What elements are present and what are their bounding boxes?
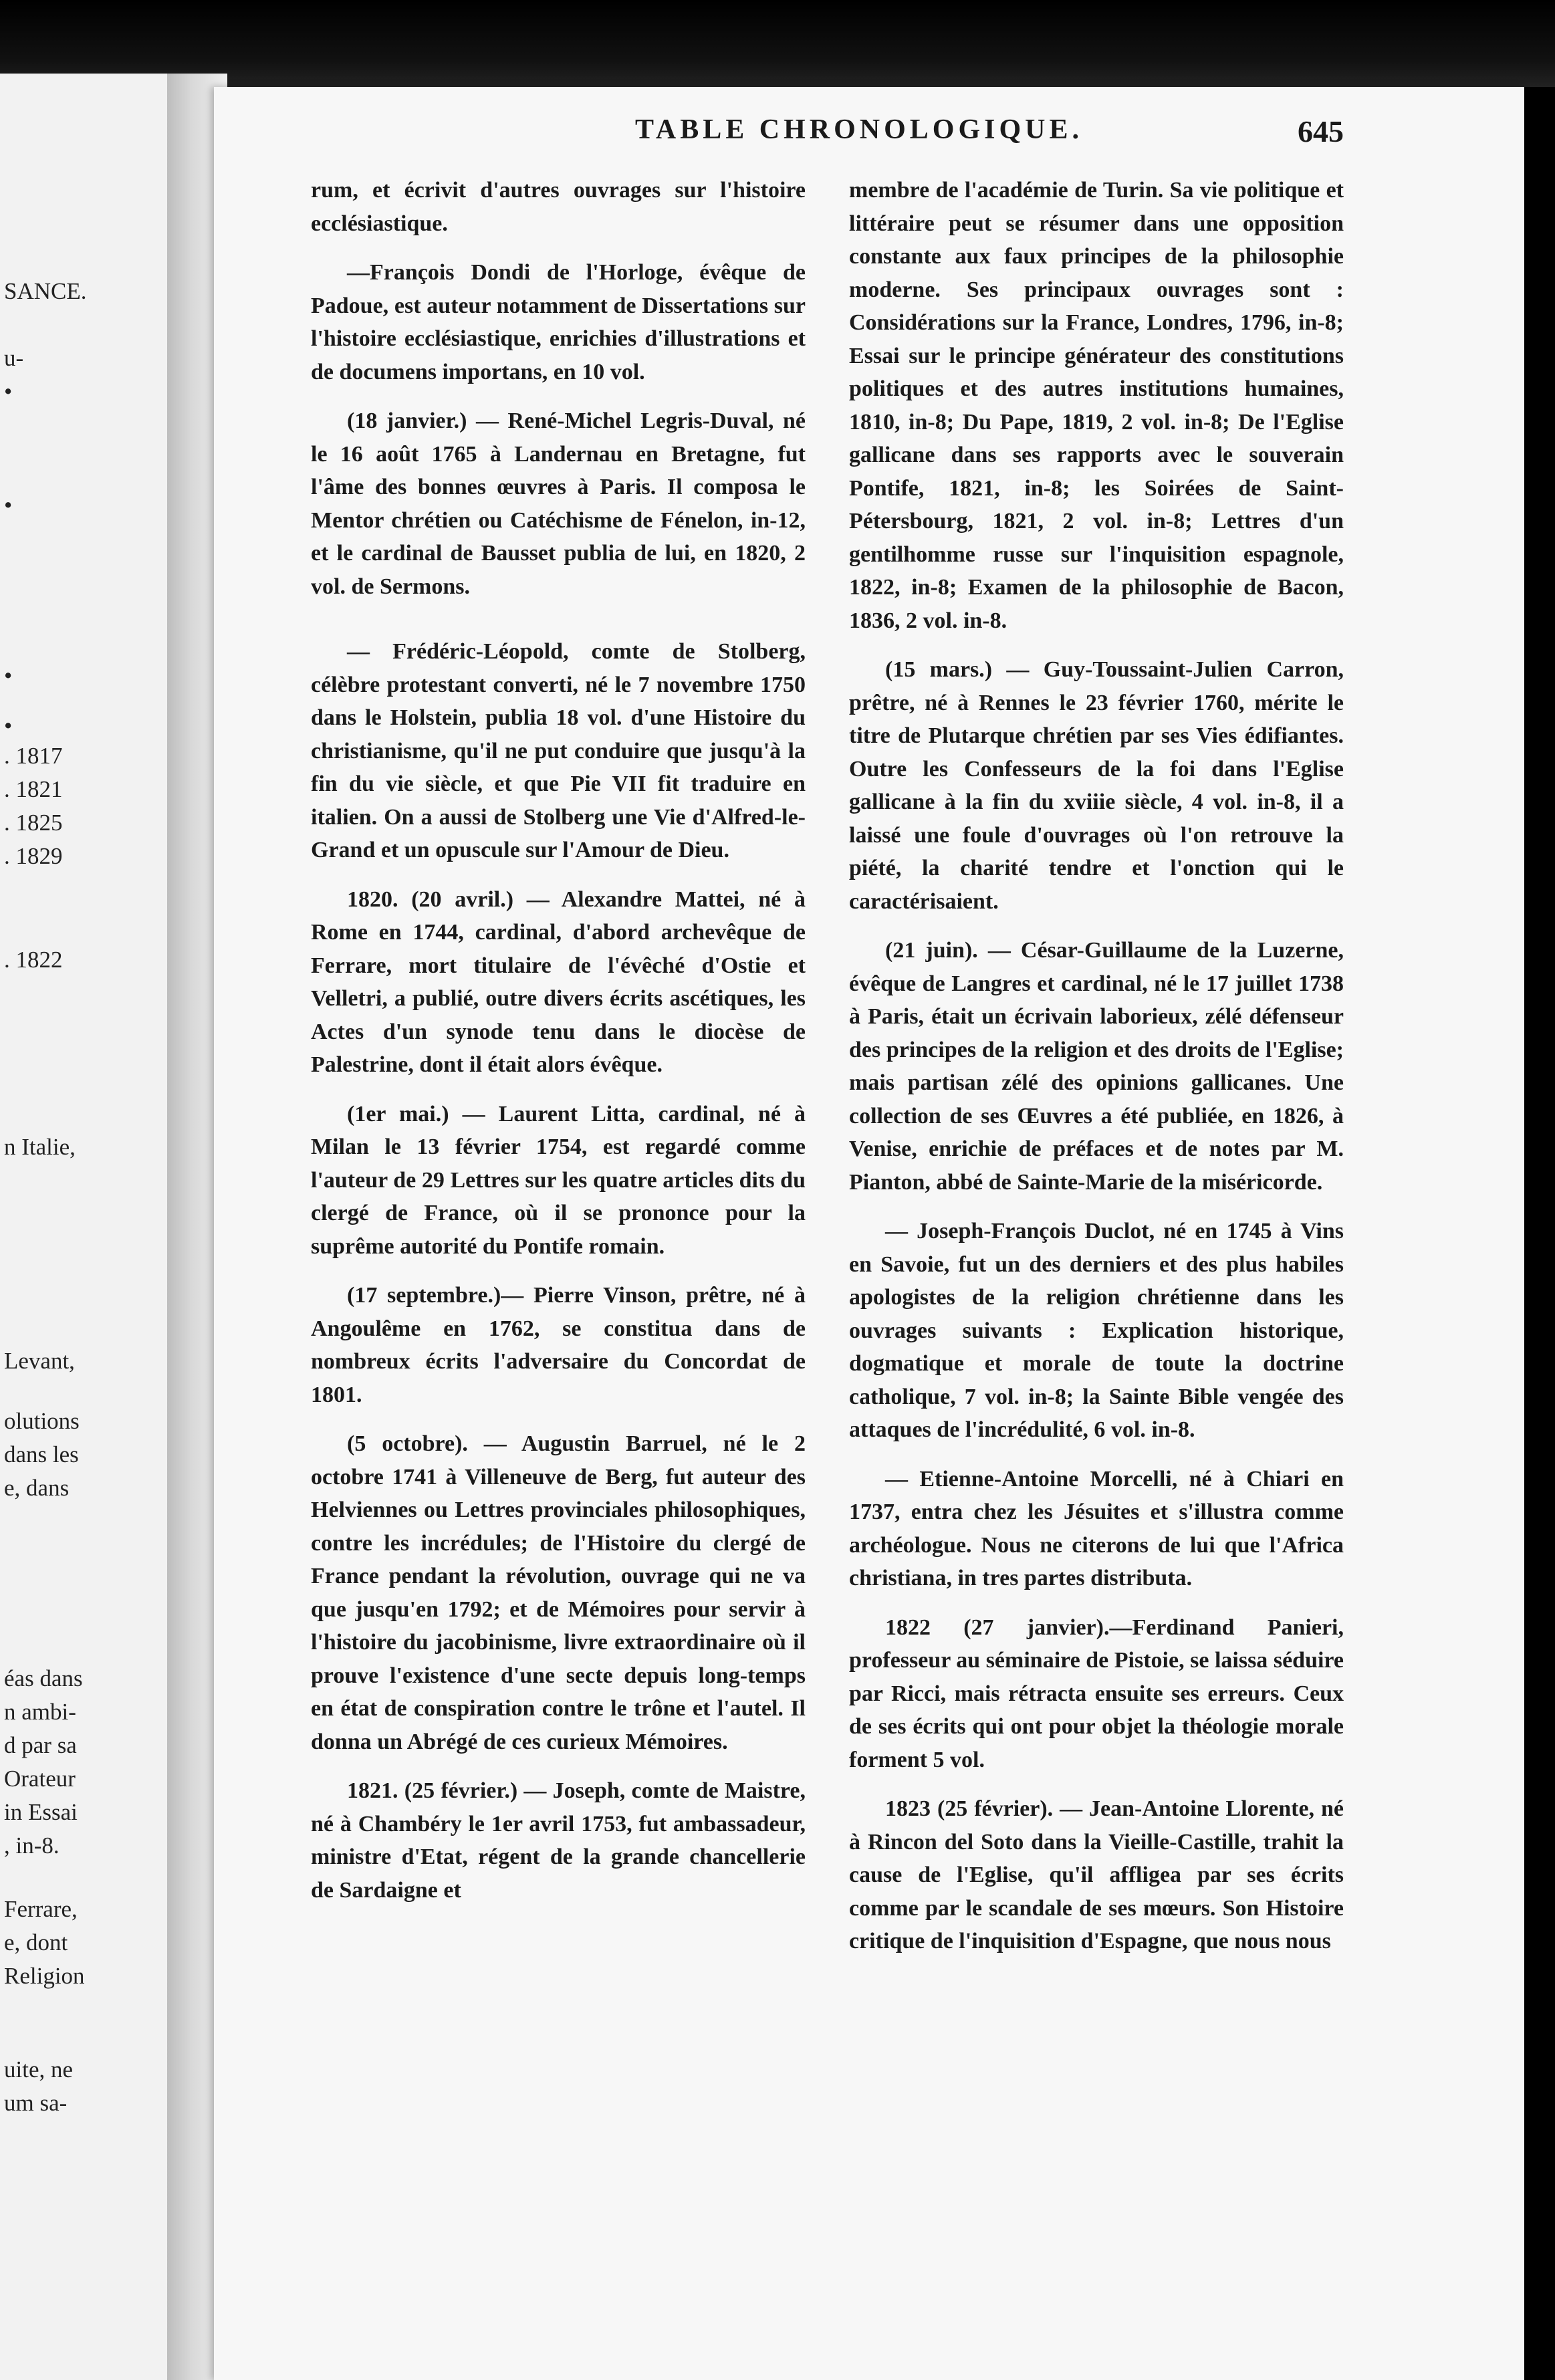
scan-dark-border — [0, 0, 1555, 87]
left-fragment: olutions — [4, 1408, 80, 1434]
left-fragment: . 1817 — [4, 743, 63, 769]
left-fragment: in Essai — [4, 1799, 78, 1825]
entry-paragraph: rum, et écrivit d'autres ouvrages sur l'histoire ecclésiastique. — [311, 178, 806, 236]
left-fragment: e, dont — [4, 1929, 68, 1955]
entry-paragraph: — Frédéric-Léopold, comte de Stolberg, célèbre protestant converti, né le 7 novembre 1750 dans le Holstein, publia 18 vol. d'une Histoire du christianisme, qu'il ne put conduire que jusqu'à la fin du vie siècle, et que Pie VII fit traduire en italien. On a aussi de Stolberg une Vie d'Alfred-le-Grand et un opuscule sur l'Amour de Dieu. — [311, 639, 806, 862]
left-fragment: • — [4, 492, 13, 518]
left-fragment: éas dans — [4, 1665, 83, 1691]
left-fragment: Ferrare, — [4, 1896, 78, 1922]
left-fragment: • — [4, 713, 13, 739]
left-fragment: d par sa — [4, 1732, 77, 1758]
left-fragment: u- — [4, 345, 24, 371]
left-fragment: dans les — [4, 1441, 79, 1467]
left-fragment: . 1829 — [4, 843, 63, 869]
entry-paragraph: 1820. (20 avril.) — Alexandre Mattei, né à Rome en 1744, cardinal, d'abord archevêque de Ferrare, mort titulaire de l'évêché d'Ostie et Velletri, a publié, outre divers écrits ascétiques, les Actes d'un synode tenu dans le diocèse de Palestrine, dont il était alors évêque. — [311, 886, 806, 1077]
left-fragment: e, dans — [4, 1475, 70, 1501]
left-fragment: SANCE. — [4, 278, 87, 304]
left-fragment: n Italie, — [4, 1134, 76, 1160]
page-title: TABLE CHRONOLOGIQUE. — [635, 114, 1083, 145]
left-fragment: Orateur — [4, 1766, 76, 1792]
entry-paragraph: 1821. (25 février.) — Joseph, comte de Maistre, né à Chambéry le 1er avril 1753, fut ambassadeur, ministre d'Etat, régent de la grande chancellerie de Sardaigne et — [311, 1778, 806, 1903]
left-fragment: Religion — [4, 1963, 85, 1989]
entry-paragraph: —François Dondi de l'Horloge, évêque de Padoue, est auteur notamment de Dissertations sur l'histoire ecclésiastique, enrichies d'illustrations et de documens importans, en 10 vol. — [311, 260, 806, 384]
left-fragment: um sa- — [4, 2090, 68, 2116]
left-fragment: . 1825 — [4, 810, 63, 836]
running-head — [100, 114, 1344, 160]
left-fragment: • — [4, 378, 13, 404]
left-fragment: • — [4, 663, 13, 689]
entry-paragraph: (18 janvier.) — René-Michel Legris-Duval, né le 16 août 1765 à Landernau en Bretagne, fut l'âme des bonnes œuvres à Paris. Il composa le Mentor chrétien ou Catéchisme de Fénelon, in-12, et le cardinal de Bausset publia de lui, en 1820, 2 vol. de Sermons. — [311, 408, 806, 599]
entry-paragraph: (21 juin). — César-Guillaume de la Luzerne, évêque de Langres et cardinal, né le 17 juillet 1738 à Paris, était un écrivain laborieux, zélé défenseur des principes de la religion et des droits de l'Eglise; mais partisan zélé des opinions gallicanes. Une collection de ses Œuvres a été publiée, en 1826, à Venise, enrichie de préfaces et de notes par M. Pianton, abbé de Sainte-Marie de la miséricorde. — [849, 938, 1344, 1195]
entry-paragraph: — Etienne-Antoine Morcelli, né à Chiari en 1737, entra chez les Jésuites et s'illustra comme archéologue. Nous ne citerons de lui que l'Africa christiana, in tres partes distributa. — [849, 1466, 1344, 1590]
entry-paragraph: (5 octobre). — Augustin Barruel, né le 2 octobre 1741 à Villeneuve de Berg, fut auteur des Helviennes ou Lettres provinciales philosophiques, contre les incrédules; de l'Histoire du clergé de France pendant la révolution, ouvrage qui ne va que jusqu'en 1792; et de Mémoires pour servir à l'histoire du jacobinisme, livre extraordinaire où il prouve l'existence d'une secte depuis long-temps en état de conspiration contre le trône et l'autel. Il donna un Abrégé de ces curieux Mémoires. — [311, 1431, 806, 1754]
entry-paragraph: (1er mai.) — Laurent Litta, cardinal, né à Milan le 13 février 1754, est regardé comme l'auteur de 29 Lettres sur les quatre articles dits du clergé de France, où il se prononce pour la suprême autorité du Pontife romain. — [311, 1101, 806, 1259]
left-fragment: , in-8. — [4, 1832, 59, 1859]
page-number: 645 — [1298, 114, 1344, 148]
entry-paragraph: (15 mars.) — Guy-Toussaint-Julien Carron, prêtre, né à Rennes le 23 février 1760, mérite le titre de Plutarque chrétien par ses Vies édifiantes. Outre les Confesseurs de la foi dans l'Eglise gallicane à la fin du xviiie siècle, 4 vol. in-8, il a laissé une foule d'ouvrages où l'on retrouve la piété, la charité tendre et l'onction qui le caractérisaient. — [849, 657, 1344, 914]
entry-paragraph: membre de l'académie de Turin. Sa vie politique et littéraire peut se résumer dans une opposition constante aux faux principes de la philosophie moderne. Ses principaux ouvrages sont : Considérations sur la France, Londres, 1796, in-8; Essai sur le principe générateur des constitutions politiques et des autres institutions humaines, 1810, in-8; Du Pape, 1819, 2 vol. in-8; De l'Eglise gallicane dans ses rapports avec le souverain Pontife, 1821, in-8; les Soirées de Saint-Pétersbourg, 1821, 2 vol. in-8; Lettres d'un gentilhomme russe sur l'inquisition espagnole, 1822, in-8; Examen de la philosophie de Bacon, 1836, 2 vol. in-8. — [849, 178, 1344, 633]
text-column-left — [311, 174, 806, 1923]
left-fragment: Levant, — [4, 1348, 75, 1374]
left-fragment: n ambi- — [4, 1699, 76, 1725]
left-fragment: . 1822 — [4, 947, 63, 973]
entry-paragraph: 1823 (25 février). — Jean-Antoine Llorente, né à Rincon del Soto dans la Vieille-Castille, trahit la cause de l'Eglise, qu'il affligea par ses écrits comme par le scandale de ses mœurs. Son Histoire critique de l'inquisition d'Espagne, que nous nous — [849, 1796, 1344, 1953]
entry-paragraph: — Joseph-François Duclot, né en 1745 à Vins en Savoie, fut un des derniers et des plus habiles apologistes de la religion chrétienne dans les ouvrages suivants : Explication historique, dogmatique et morale de toute la doctrine catholique, 7 vol. in-8; la Sainte Bible vengée des attaques de l'incrédulité, 6 vol. in-8. — [849, 1219, 1344, 1442]
left-fragment: . 1821 — [4, 776, 63, 802]
text-column-right — [849, 174, 1344, 1974]
left-fragment: uite, ne — [4, 2056, 74, 2082]
entry-paragraph: 1822 (27 janvier).—Ferdinand Panieri, professeur au séminaire de Pistoie, se laissa séduire par Ricci, mais rétracta ensuite ses erreurs. Ceux de ses écrits qui ont pour objet la théologie morale forment 5 vol. — [849, 1615, 1344, 1772]
entry-paragraph: (17 septembre.)— Pierre Vinson, prêtre, né à Angoulême en 1762, se constitua dans de nombreux écrits l'adversaire du Concordat de 1801. — [311, 1283, 806, 1407]
